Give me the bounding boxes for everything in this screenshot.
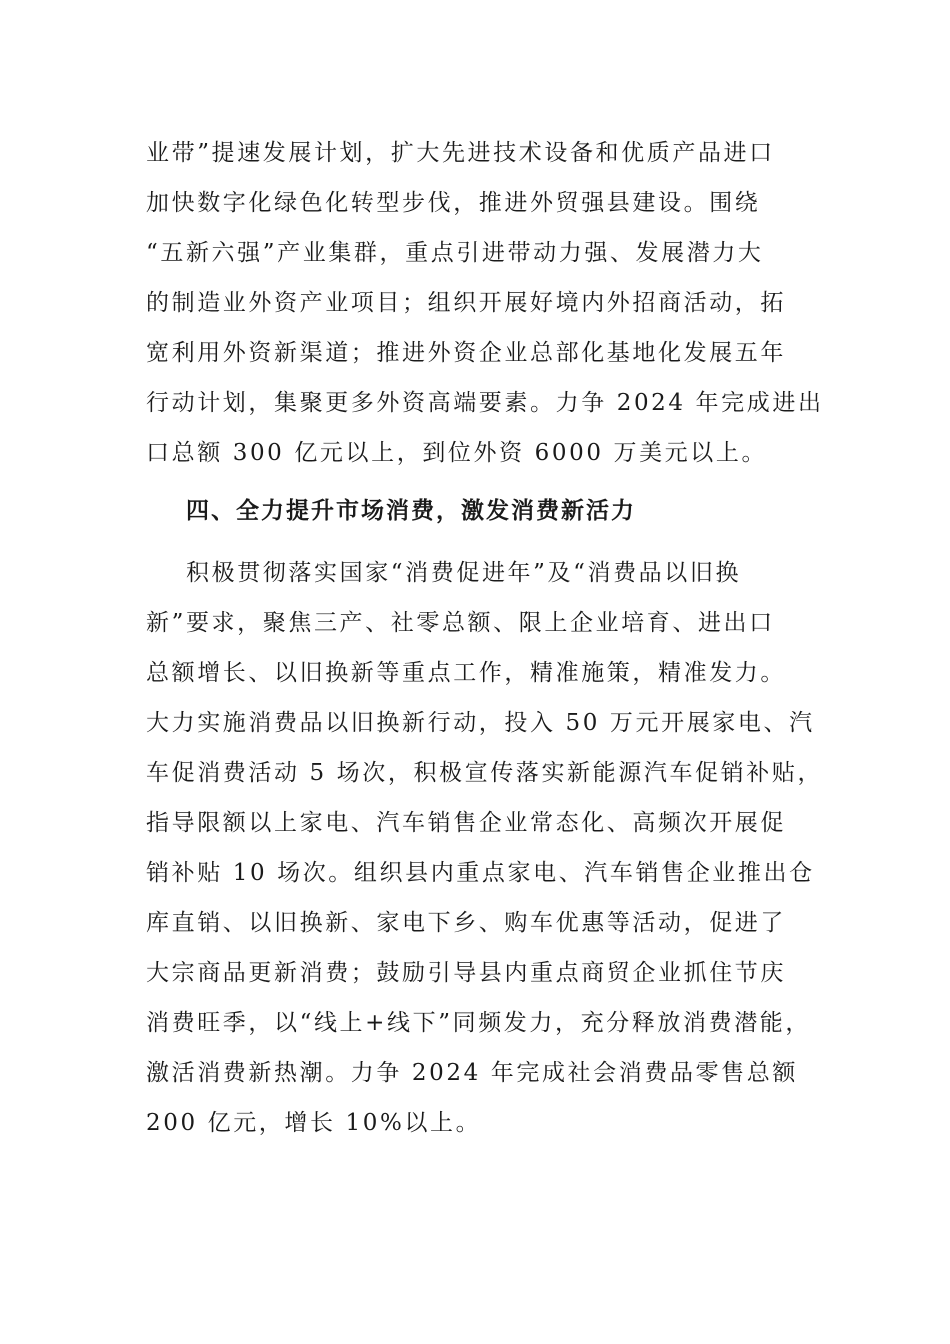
paragraph2-line: 大力实施消费品以旧换新行动，投入 50 万元开展家电、汽 bbox=[146, 710, 815, 736]
paragraph1-line: 行动计划，集聚更多外资高端要素。力争 2024 年完成进出 bbox=[146, 390, 824, 416]
paragraph2-line: 积极贯彻落实国家“消费促进年”及“消费品以旧换 bbox=[186, 560, 742, 586]
paragraph2-line: 库直销、以旧换新、家电下乡、购车优惠等活动，促进了 bbox=[146, 910, 786, 936]
paragraph2-line: 大宗商品更新消费；鼓励引导县内重点商贸企业抓住节庆 bbox=[146, 960, 786, 986]
paragraph2-line: 激活消费新热潮。力争 2024 年完成社会消费品零售总额 bbox=[146, 1060, 798, 1086]
paragraph2-line: 销补贴 10 场次。组织县内重点家电、汽车销售企业推出仓 bbox=[146, 860, 815, 886]
paragraph2-line: 车促消费活动 5 场次，积极宣传落实新能源汽车促销补贴， bbox=[146, 760, 824, 786]
paragraph1-line: “五新六强”产业集群，重点引进带动力强、发展潜力大 bbox=[146, 240, 764, 266]
section-heading: 四、全力提升市场消费，激发消费新活力 bbox=[186, 498, 636, 524]
paragraph2-line: 指导限额以上家电、汽车销售企业常态化、高频次开展促 bbox=[146, 810, 786, 836]
paragraph1-line: 业带”提速发展计划，扩大先进技术设备和优质产品进口 bbox=[146, 140, 775, 166]
paragraph2-line: 200 亿元，增长 10%以上。 bbox=[146, 1110, 482, 1136]
paragraph1-line: 的制造业外资产业项目；组织开展好境内外招商活动，拓 bbox=[146, 290, 786, 316]
paragraph2-line: 总额增长、以旧换新等重点工作，精准施策，精准发力。 bbox=[146, 660, 786, 686]
paragraph2-line: 新”要求，聚焦三产、社零总额、限上企业培育、进出口 bbox=[146, 610, 775, 636]
paragraph1-line: 口总额 300 亿元以上，到位外资 6000 万美元以上。 bbox=[146, 440, 768, 466]
paragraph1-line: 加快数字化绿色化转型步伐，推进外贸强县建设。围绕 bbox=[146, 190, 761, 216]
paragraph1-line: 宽利用外资新渠道；推进外资企业总部化基地化发展五年 bbox=[146, 340, 786, 366]
paragraph2-line: 消费旺季，以“线上+线下”同频发力，充分释放消费潜能， bbox=[146, 1010, 811, 1036]
